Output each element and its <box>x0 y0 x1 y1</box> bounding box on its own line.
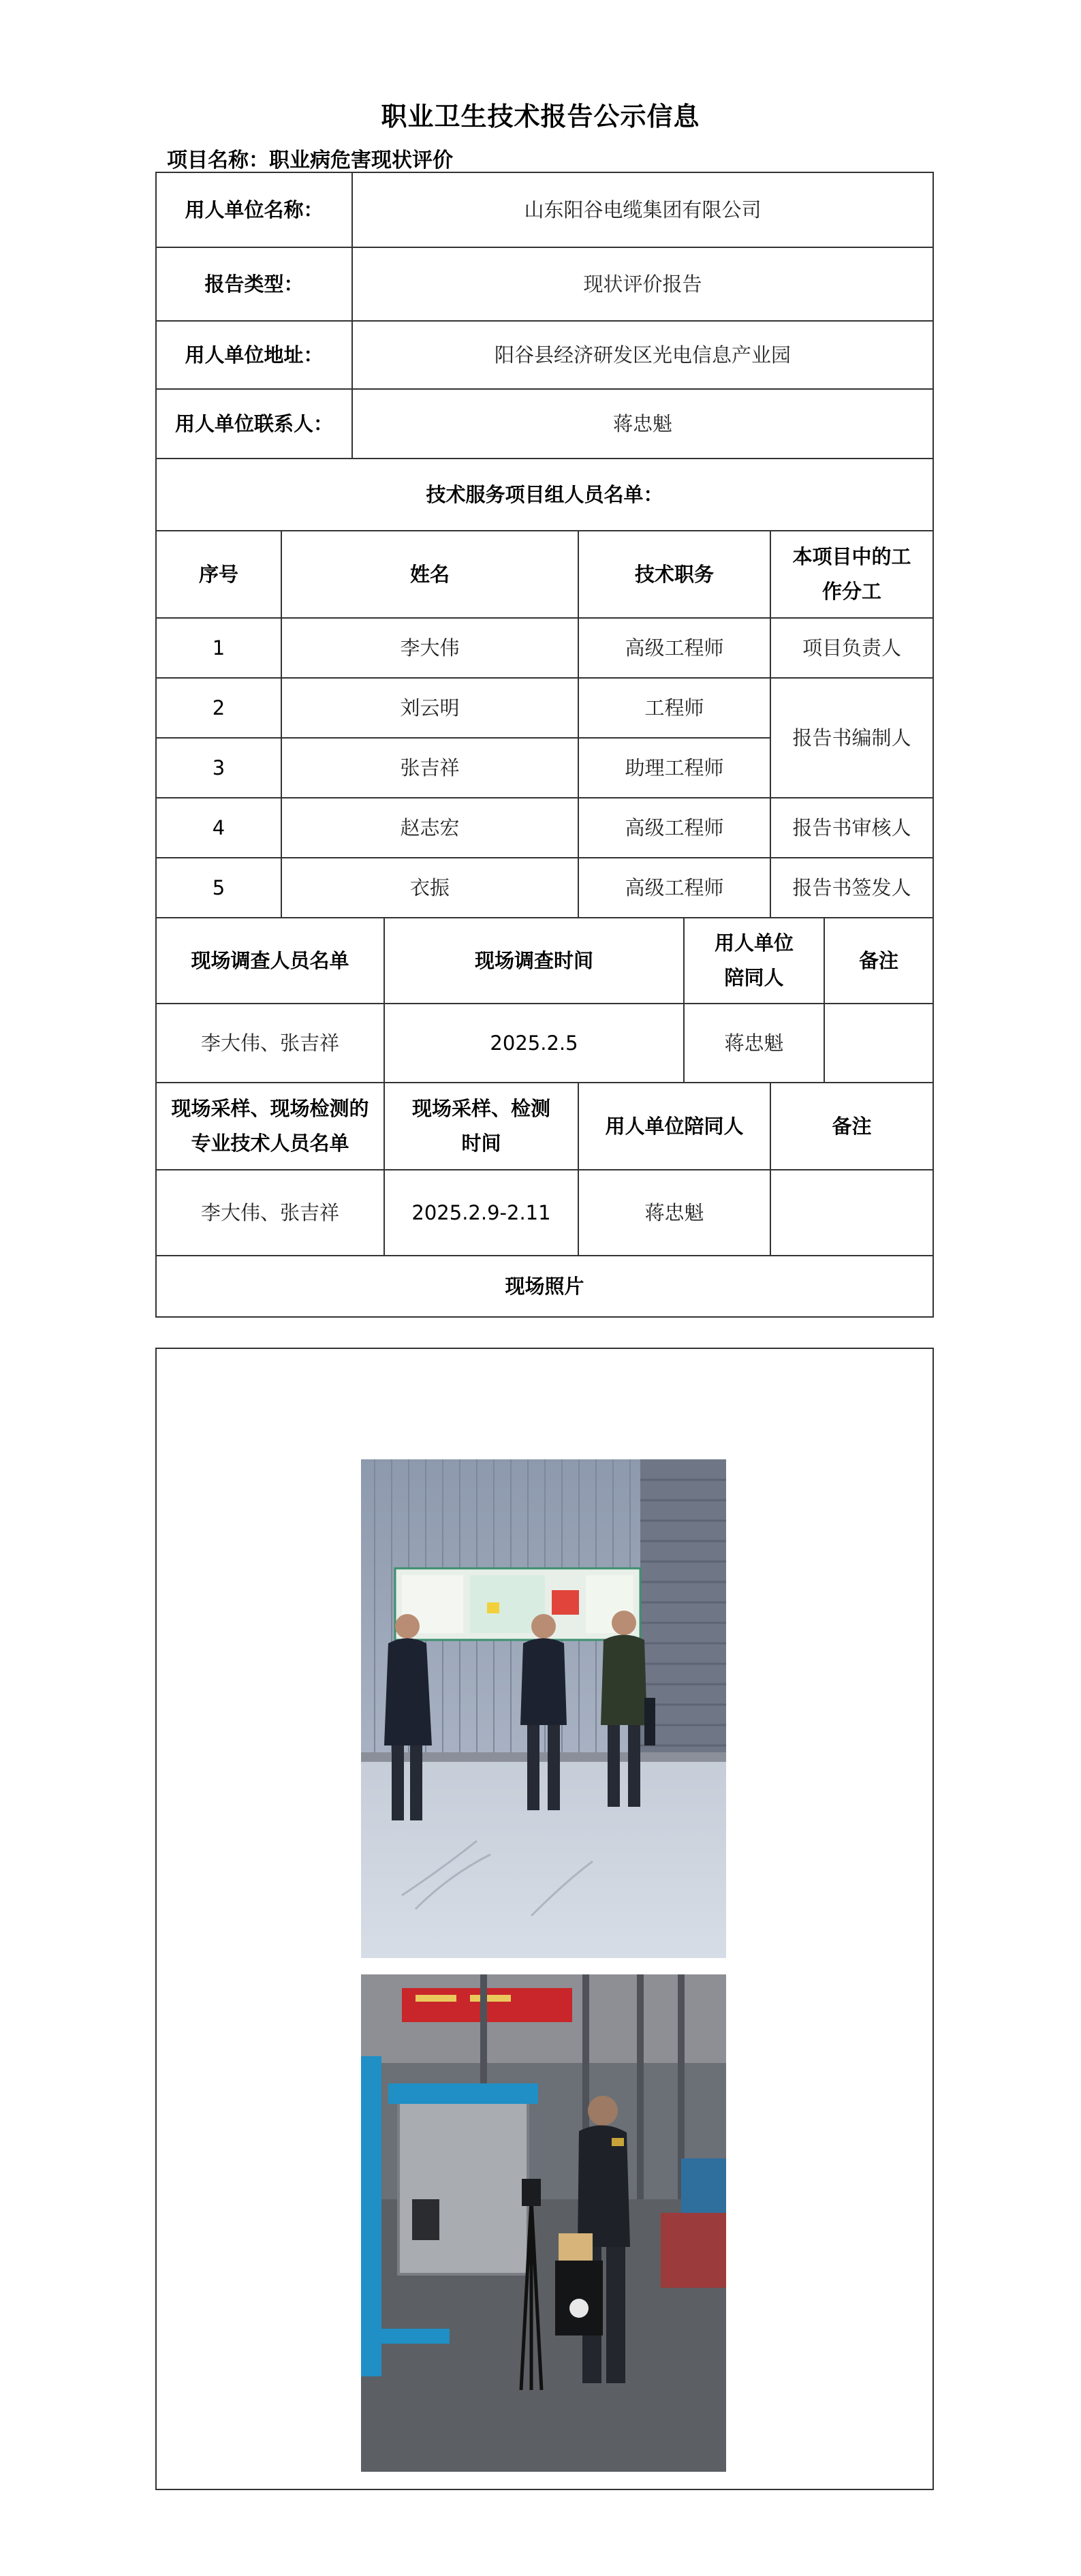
team-row-4-no: 4 <box>157 798 282 858</box>
team-section-title: 技术服务项目组人员名单： <box>157 459 933 531</box>
report-type-value: 现状评价报告 <box>353 248 933 322</box>
photo-frame <box>155 1348 934 2490</box>
team-row-4-name: 赵志宏 <box>282 798 579 858</box>
page-title: 职业卫生技术报告公示信息 <box>381 102 700 131</box>
team-row-2-3-role: 报告书编制人 <box>771 679 933 798</box>
survey-header-staff: 现场调查人员名单 <box>157 918 385 1004</box>
sampling-header-date: 现场采样、检测时间 <box>385 1083 579 1170</box>
team-header-name: 姓名 <box>282 531 579 619</box>
team-row-5-no: 5 <box>157 858 282 918</box>
team-header-title: 技术职务 <box>579 531 771 619</box>
survey-note <box>825 1004 933 1083</box>
employer-contact-label: 用人单位联系人： <box>157 390 353 459</box>
sampling-header-escort: 用人单位陪同人 <box>579 1083 771 1170</box>
employer-address-label: 用人单位地址： <box>157 322 353 390</box>
team-row-2-no: 2 <box>157 679 282 739</box>
team-row-3-title: 助理工程师 <box>579 739 771 798</box>
team-row-5-name: 衣振 <box>282 858 579 918</box>
sampling-date: 2025.2.9-2.11 <box>385 1170 579 1256</box>
team-row-2-name: 刘云明 <box>282 679 579 739</box>
site-photo-1 <box>361 1459 726 1958</box>
sampling-note <box>771 1170 933 1256</box>
survey-staff: 李大伟、张吉祥 <box>157 1004 385 1083</box>
team-row-3-name: 张吉祥 <box>282 739 579 798</box>
team-row-2-title: 工程师 <box>579 679 771 739</box>
site-photo-2 <box>361 1974 726 2472</box>
survey-header-note: 备注 <box>825 918 933 1004</box>
team-header-no: 序号 <box>157 531 282 619</box>
employer-contact-value: 蒋忠魁 <box>353 390 933 459</box>
employer-name-value: 山东阳谷电缆集团有限公司 <box>353 173 933 248</box>
sampling-staff: 李大伟、张吉祥 <box>157 1170 385 1256</box>
team-row-1-name: 李大伟 <box>282 619 579 679</box>
employer-address-value: 阳谷县经济研发区光电信息产业园 <box>353 322 933 390</box>
team-row-4-title: 高级工程师 <box>579 798 771 858</box>
team-row-1-role: 项目负责人 <box>771 619 933 679</box>
sampling-header-staff: 现场采样、现场检测的专业技术人员名单 <box>157 1083 385 1170</box>
survey-header-date: 现场调查时间 <box>385 918 685 1004</box>
team-row-5-role: 报告书签发人 <box>771 858 933 918</box>
project-label: 项目名称： <box>167 149 269 172</box>
team-header-role: 本项目中的工作分工 <box>771 531 933 619</box>
survey-escort: 蒋忠魁 <box>685 1004 825 1083</box>
team-row-1-no: 1 <box>157 619 282 679</box>
sampling-header-note: 备注 <box>771 1083 933 1170</box>
team-row-5-title: 高级工程师 <box>579 858 771 918</box>
sampling-escort: 蒋忠魁 <box>579 1170 771 1256</box>
survey-date: 2025.2.5 <box>385 1004 685 1083</box>
project-name: 职业病危害现状评价 <box>269 149 453 172</box>
project-line <box>167 143 453 173</box>
photos-section-title: 现场照片 <box>505 1274 584 1298</box>
team-row-1-title: 高级工程师 <box>579 619 771 679</box>
info-table <box>155 172 934 1318</box>
team-row-4-role: 报告书审核人 <box>771 798 933 858</box>
survey-header-escort: 用人单位陪同人 <box>685 918 825 1004</box>
employer-name-label: 用人单位名称： <box>157 173 353 248</box>
team-row-3-no: 3 <box>157 739 282 798</box>
report-type-label: 报告类型： <box>157 248 353 322</box>
